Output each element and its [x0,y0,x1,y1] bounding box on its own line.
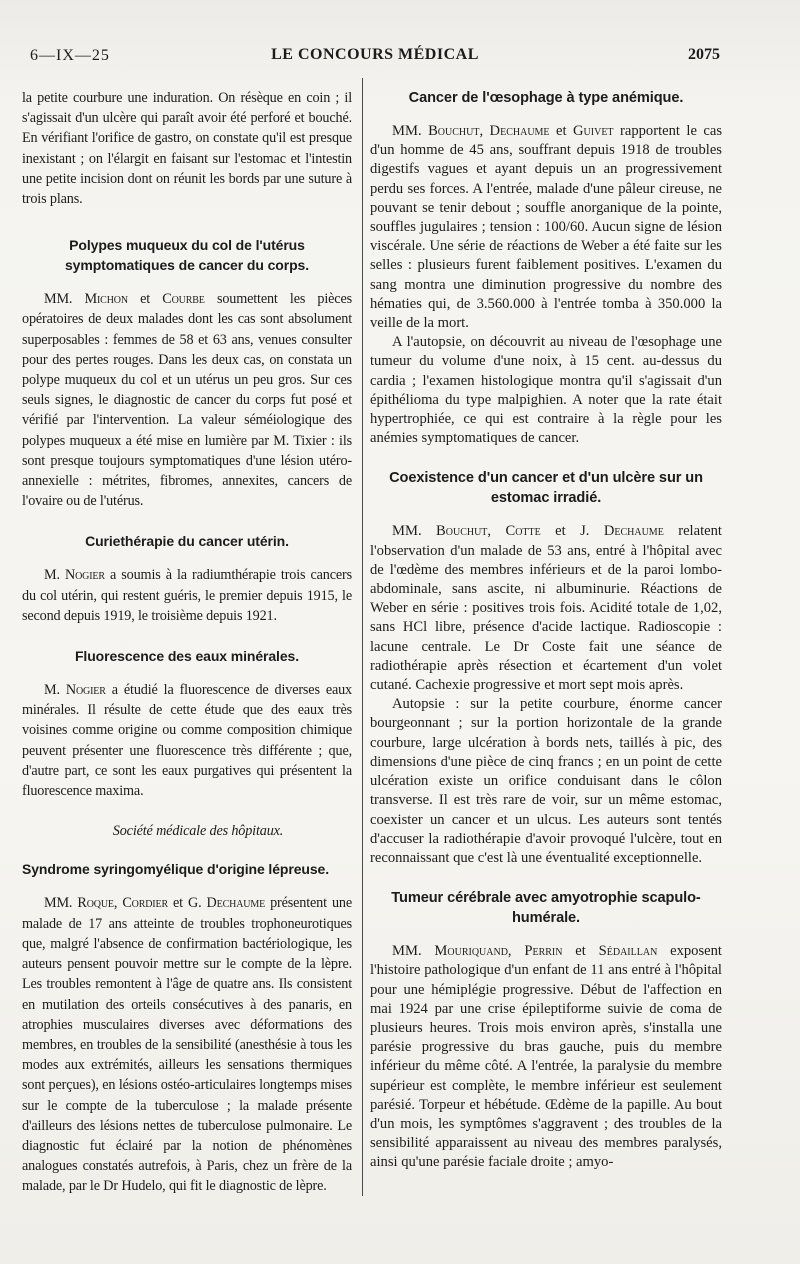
section-title-curietherapie: Curiethérapie du cancer utérin. [85,533,289,550]
journal-title: LE CONCOURS MÉDICAL [271,46,479,63]
section-body-polypes: MM. Michon et Courbe soumettent les pièces opératoires de deux malades dont les cas sont absolument superposables : femmes de 58 et 63 ans, venues consulter pour des pertes rouges. Dans les deux cas, on constata un polype muqueux du col et un utérus un peu gros. Sur ces seuls signes, le diagnostic de cancer du corps fut posé et vérifié par l'intervention. La valeur séméiologique des polypes muqueux a été mise en lumière par M. Tixier : ils sont presque toujours symptomatiques d'une lésion utéro-annexielle : métrites, fibromes, annexites, cancers de l'ovaire ou de l'utérus. [22,291,352,510]
section-body-fluorescence: M. Nogier a étudié la fluorescence de diverses eaux minérales. Il résulte de cette étude que des eaux très voisines comme origine ou comme composition chimique peuvent présenter une fluorescence très différente ; que, d'autre part, ce sont les eaux purgatives qui présentent la fluorescence maxima. [22,682,352,800]
section-title-coexistence: Coexistence d'un cancer et d'un ulcère sur un estomac irradié. [389,470,703,507]
author-name: Courbe [162,291,205,308]
section-title-tumeur: Tumeur cérébrale avec amyotrophie scapulo-humérale. [391,890,701,927]
section-title-fluorescence: Fluorescence des eaux minérales. [74,648,300,665]
section-body-curietherapie: M. Nogier a soumis à la radiumthérapie trois cancers du col utérin, qui restent guéris, le premier depuis 1915, le second depuis 1919, le troisième depuis 1921. [22,567,352,624]
author-name: Mouriquand, Perrin [434,943,563,960]
section-body-tumeur: MM. Mouriquand, Perrin et Sédaillan exposent l'histoire pathologique d'un enfant de 11 ans entré à l'hôpital pour une hémiplégie progressive. Début de l'affection en mai 1924 par une crise épileptiforme suivie de coma de plusieurs heures. Trois mois environ après, s'installa une parésie progressive du bras gauche, puis du membre inférieur du même côté. A l'entrée, la paralysie du membre supérieur est complète, le membre inférieur est seulement parésié. Torpeur et hébétude. Œdème de la papille. Au bout d'un mois, les symptômes s'aggravent ; des troubles de la sensibilité apparaissent au niveau des membres paralysés, ainsi qu'une parésie faciale droite ; amyo- [370,943,722,1171]
author-name: Guivet [573,123,614,139]
section-body-coexistence: MM. Bouchut, Cotte et J. Dechaume relatent l'observation d'un malade de 53 ans, entré à l'hôpital avec de l'œdème des membres inférieurs et de la paroi lombo-abdominale, sans ascite, ni albuminurie. Réactions de Weber en série : positives trois fois. Acidité totale de 1,02, sans HCl libre, présence d'acide lactique. Radioscopie : lacune centrale. Le Dr Coste fait une séance de radiothérapie après résection et écartement d'un volet cutané. Cachexie progressive et mort sept mois après. [370,523,722,694]
continued-paragraph: la petite courbure une induration. On résèque en coin ; il s'agissait d'un ulcère qui paraît avoir été perforé et bouché. En vérifiant l'orifice de gastro, on constate qu'il est presque inexistant ; on l'élargit en faisant sur l'estomac et l'intestin une petite incision dont on réunit les bords par une suture à trois plans. [22,90,352,208]
section-title-polypes: Polypes muqueux du col de l'utérus symptomatiques de cancer du corps. [64,237,309,274]
left-column [22,88,352,1197]
author-name: Cordier [122,895,168,912]
running-header [30,45,720,69]
author-name: Bouchut, Cotte [436,523,541,540]
section-title-syringomyelie: Syndrome syringomyélique d'origine lépreuse. [22,861,330,878]
author-name: Nogier [65,567,105,584]
author-name: Michon [84,291,128,308]
section-title-oesophage: Cancer de l'œsophage à type anémique. [408,90,684,106]
right-column [370,88,722,1173]
society-heading: Société médicale des hôpitaux. [112,823,284,840]
author-name: Bouchut, Dechaume [428,123,550,139]
header-date: 6—IX—25 [30,47,110,64]
section-body-oesophage-autopsy: A l'autopsie, on découvrit au niveau de l'œsophage une tumeur du volume d'une noix, à 15 cent. au-dessus du cardia ; l'examen histologique montra qu'il s'agissait d'un épithélioma du type malpighien. A noter que la rate était hypertrophiée, ce qui est contraire à la règle pour les anémies symptomatiques de cancer. [370,334,722,447]
section-body-oesophage: MM. Bouchut, Dechaume et Guivet rapportent le cas d'un homme de 45 ans, souffrant depuis 1918 de troubles digestifs vagues et ayant depuis un an progressivement perdu ses forces. A l'entrée, malade d'une pâleur cireuse, ne pouvant se tenir debout ; souffle anorganique de la pointe, souffles jugulaires ; tension : 100/60. Aucun signe de lésion viscérale. Une série de réactions de Weber a été faite sur les selles : plusieurs furent faiblement positives. L'examen du sang montra une diminution progressive du nombre des hématies qui, de 3.560.000 à l'entrée tomba à 350.000 la veille de la mort. [370,123,723,332]
column-divider [362,78,363,1196]
page-number: 2075 [688,46,720,63]
author-name: Nogier [65,682,106,699]
author-name: Dechaume [603,523,664,540]
section-body-coexistence-autopsy: Autopsie : sur la petite courbure, énorme cancer bourgeonnant ; sur la portion horizontale de la grande courbure, large ulcération à bords nets, taillés à pic, des dimensions d'une pièce de cinq francs ; en un point de cette ulcération existe un orifice conduisant dans le côlon transverse. Il est très rare de voir, sur un même estomac, coexister un cancer et un ulcus. Les auteurs sont tentés d'accuser la radiothérapie d'avoir provoqué l'ulcère, tout en reconnaissant que c'est là une éventualité exceptionnelle. [370,696,722,866]
author-name: Sédaillan [598,943,658,960]
author-name: Dechaume [206,895,266,912]
section-body-syringomyelie: MM. Roque, Cordier et G. Dechaume présentent une malade de 17 ans atteinte de troubles trophoneurotiques que, malgré l'absence de confirmation bactériologique, les auteurs pensent pouvoir mettre sur le compte de la lèpre. Les troubles remontent à l'âge de quatre ans. Ils consistent en mutilation des orteils consécutives à des panaris, en atrophies musculaires diverses avec déformations des membres, en troubles de la sensibilité (anesthésie à tous les modes aux extrémités, ailleurs les sensations thermiques sont perçues), en lésions ostéo-articulaires longtemps mises sur le compte de la tuberculose ; la malade présente d'ailleurs des lésions nettes de tuberculose pulmonaire. Le diagnostic fut éclairé par la notion de phénomènes analogues constatés autrefois, à Paris, chez un frère de la malade, par le Dr Hudelo, qui fit le diagnostic de lèpre. [22,895,352,1195]
author-name: Roque [77,895,114,912]
